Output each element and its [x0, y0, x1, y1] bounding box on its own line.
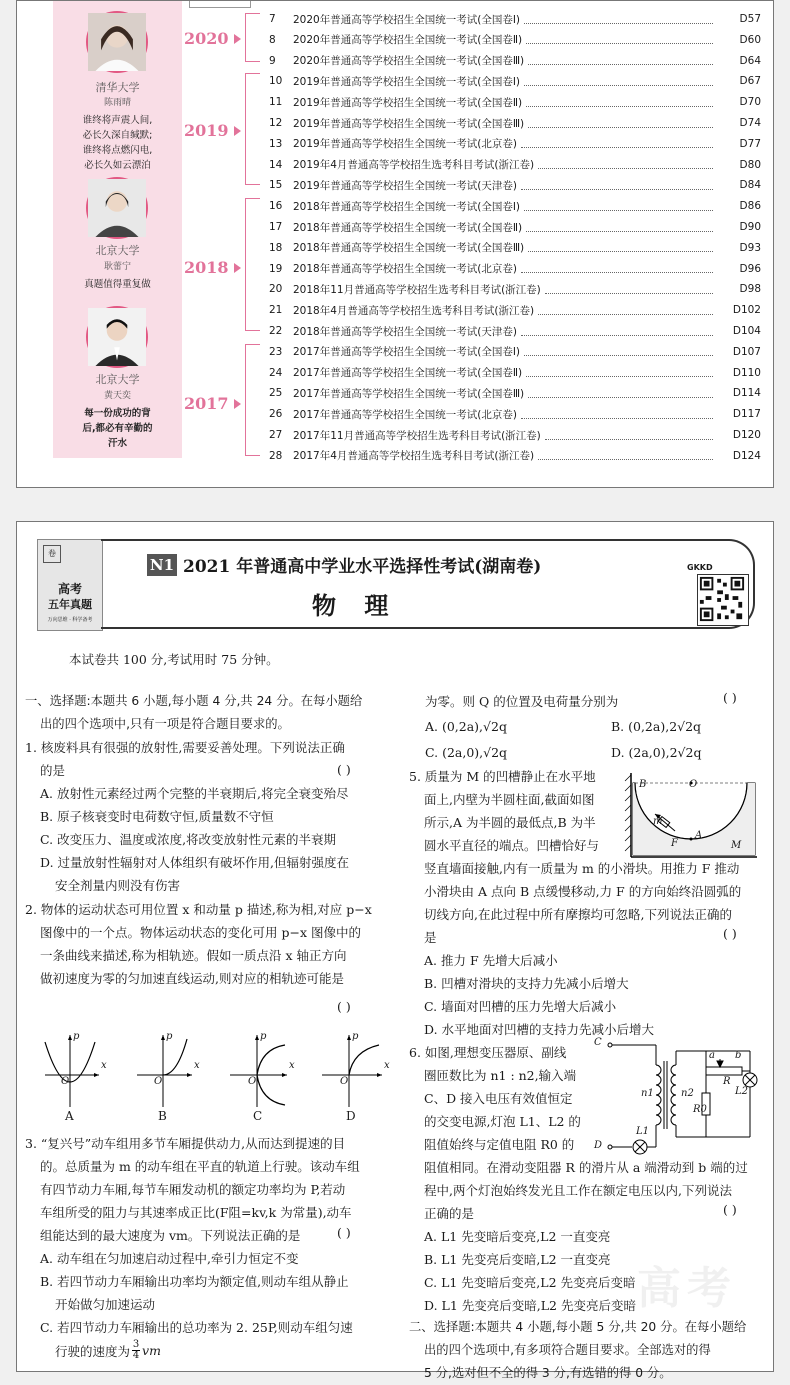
- axis-origin: O: [154, 1076, 163, 1087]
- toc-page: D80: [739, 158, 761, 171]
- option-c[interactable]: C. 墙面对凹槽的压力先增大后减小: [424, 999, 617, 1014]
- answer-blank[interactable]: ( ): [723, 1202, 737, 1217]
- toc-row[interactable]: [269, 9, 761, 29]
- question-4-stem: 为零。则 Q 的位置及电荷量分别为: [425, 694, 619, 709]
- question-stem: 圈匝数比为 n1 : n2,输入端: [424, 1068, 577, 1083]
- paper-code: N1: [147, 554, 177, 576]
- label-r0: R0: [693, 1104, 707, 1115]
- toc-leader: [524, 77, 713, 86]
- toc-title: 2017年普通高等学校招生全国统一考试(全国卷Ⅲ): [293, 387, 525, 400]
- question-stem: 阻值相同。在滑动变阻器 R 的滑片从 a 端滑动到 b 端的过: [424, 1160, 748, 1175]
- graph-a: [45, 1035, 99, 1107]
- section-1-heading: [25, 690, 362, 736]
- option-b-cont: 开始做匀加速运动: [55, 1297, 156, 1312]
- year-bracket: [245, 73, 260, 185]
- question-stem: 做初速度为零的匀加速直线运动,则对应的相轨迹可能是: [40, 971, 344, 986]
- testimonial-sidebar: [53, 1, 182, 458]
- toc-title: 2019年普通高等学校招生全国统一考试(全国卷Ⅰ): [293, 75, 521, 88]
- toc-title: 2019年普通高等学校招生全国统一考试(全国卷Ⅲ): [293, 117, 525, 130]
- toc-leader: [521, 327, 713, 336]
- toc-page: D77: [739, 137, 761, 150]
- option-a[interactable]: A. (0,2a),√2q: [425, 719, 507, 734]
- quote-line: 汗水: [107, 438, 127, 449]
- toc-number: 10: [269, 75, 283, 88]
- catalogue-page: [16, 0, 774, 488]
- toc-page: D64: [739, 54, 761, 67]
- toc-leader: [528, 56, 713, 65]
- label-a: A: [695, 830, 703, 841]
- option-a[interactable]: A. 推力 F 先增大后减小: [424, 953, 558, 968]
- toc-row[interactable]: [269, 30, 761, 50]
- person-name: 黄天奕: [103, 391, 131, 401]
- toc-leader: [528, 243, 713, 252]
- question-stem: 切线方向,在此过程中所有摩擦均可忽略,下列说法正确的: [424, 907, 732, 922]
- option-c[interactable]: C. L1 先变暗后变亮,L2 先变亮后变暗: [424, 1275, 636, 1290]
- toc-title: 2018年4月普通高等学校招生选考科目考试(浙江卷): [293, 304, 535, 317]
- toc-row[interactable]: [269, 404, 761, 424]
- toc-page: D120: [732, 429, 761, 441]
- toc-leader: [528, 119, 713, 128]
- person-name: 耿蕾宁: [103, 262, 131, 272]
- question-stem: 阻值始终与定值电阻 R0 的: [424, 1137, 575, 1152]
- toc-page: D86: [739, 200, 761, 213]
- option-a[interactable]: A: [65, 1109, 74, 1123]
- graph-b: [137, 1035, 192, 1107]
- option-d[interactable]: D. 过量放射性辐射对人体组织有破坏作用,但辐射强度在: [40, 855, 349, 870]
- axis-origin: O: [248, 1076, 257, 1087]
- arrow-icon: [234, 399, 241, 409]
- answer-blank[interactable]: ( ): [337, 1225, 351, 1240]
- toc-number: 15: [269, 179, 283, 192]
- option-c-cont: [55, 1340, 161, 1361]
- toc-row[interactable]: [269, 363, 761, 383]
- option-b[interactable]: B. 若四节动力车厢输出功率均为额定值,则动车组从静止: [40, 1274, 349, 1289]
- toc-leader: [538, 160, 713, 169]
- label-n1: n1: [641, 1088, 654, 1099]
- toc-title: 2017年普通高等学校招生全国统一考试(全国卷Ⅰ): [293, 346, 521, 359]
- toc-leader: [521, 181, 713, 190]
- label-b: B: [639, 779, 647, 790]
- toc-page: D74: [739, 117, 761, 129]
- velocity-symbol: vm: [142, 1343, 161, 1358]
- question-stem: 正确的是: [424, 1206, 475, 1221]
- toc-page: D60: [739, 33, 761, 46]
- question-2: [25, 898, 393, 990]
- toc-leader: [545, 431, 713, 440]
- quote-line: 谁终将点燃闪电,: [82, 145, 153, 156]
- toc-page: D84: [739, 179, 761, 192]
- option-d[interactable]: D. 水平地面对凹槽的支持力先减小后增大: [424, 1022, 655, 1037]
- graph-c: [230, 1035, 287, 1107]
- year-marker: 2019: [184, 121, 229, 140]
- question-stem: 车组所受的阻力与其速率成正比(F阻=kv,k 为常量),动车: [40, 1205, 352, 1220]
- logo-brand: 万向思维 · 科学备考: [47, 617, 93, 623]
- quote: [61, 277, 174, 292]
- logo-text: 高考: [57, 582, 82, 596]
- answer-blank[interactable]: ( ): [723, 690, 737, 705]
- toc-page: D70: [739, 96, 761, 109]
- arrow-icon: [234, 126, 241, 136]
- toc-page: D98: [739, 283, 761, 296]
- question-stem: 的。总质量为 m 的动车组在平直的轨道上行驶。该动车组: [40, 1159, 360, 1174]
- fraction-numerator: 3: [132, 1339, 140, 1350]
- question-stem: 程中,两个灯泡始终发光且工作在额定电压以内,下列说法: [424, 1183, 732, 1198]
- question-stem: 3. “复兴号”动车组用多节车厢提供动力,从而达到提速的目: [25, 1136, 346, 1151]
- axis-label-x: x: [194, 1060, 200, 1071]
- toc-number: 7: [269, 13, 276, 25]
- toc-number: 16: [269, 200, 283, 213]
- watermark: 高考: [637, 1263, 737, 1314]
- toc-leader: [526, 223, 713, 232]
- toc-page: D57: [739, 13, 761, 25]
- toc-title: 2018年普通高等学校招生全国统一考试(全国卷Ⅱ): [293, 221, 523, 234]
- label-r: R: [723, 1076, 731, 1087]
- axis-origin: O: [340, 1076, 349, 1087]
- option-d[interactable]: D. (2a,0),2√2q: [611, 745, 702, 760]
- toc-title: 2018年普通高等学校招生全国统一考试(全国卷Ⅰ): [293, 200, 521, 213]
- option-b[interactable]: B. (0,2a),2√2q: [611, 719, 702, 734]
- toc-row[interactable]: [269, 446, 761, 466]
- school-name: 北京大学: [95, 244, 140, 257]
- toc-title: 2018年普通高等学校招生全国统一考试(全国卷Ⅲ): [293, 242, 525, 255]
- toc-leader: [526, 98, 713, 107]
- toc-page: D114: [732, 387, 761, 400]
- toc-row[interactable]: [269, 134, 761, 154]
- section-2-heading: [409, 1316, 761, 1385]
- toc-leader: [545, 285, 713, 294]
- toc-number: 13: [269, 137, 283, 150]
- option-c-text: 行驶的速度为: [55, 1343, 131, 1359]
- toc-row[interactable]: [269, 342, 761, 362]
- phase-graphs: [37, 1027, 397, 1117]
- toc-title: 2020年普通高等学校招生全国统一考试(全国卷Ⅱ): [293, 34, 523, 47]
- option-b[interactable]: B. 原子核衰变时电荷数守恒,质量数不守恒: [40, 809, 274, 824]
- section-line: 二、选择题:本题共 4 小题,每小题 5 分,共 20 分。在每小题给: [409, 1320, 747, 1334]
- option-a[interactable]: A. 动车组在匀加速启动过程中,牵引力恒定不变: [40, 1251, 299, 1266]
- label-n2: n2: [681, 1088, 694, 1099]
- toc-row[interactable]: [269, 425, 761, 445]
- toc-number: 12: [269, 117, 283, 129]
- toc-row[interactable]: [269, 51, 761, 71]
- toc-leader: [538, 306, 713, 315]
- series-logo: [37, 539, 103, 631]
- quote-line: 必长久深自缄默;: [82, 130, 153, 141]
- option-a[interactable]: A. L1 先变暗后变亮,L2 一直变亮: [424, 1229, 611, 1244]
- option-d-cont: 安全剂量内则没有伤害: [55, 878, 181, 893]
- question-stem: 图像中的一个点。物体运动状态的变化可用 p−x 图像中的: [40, 925, 361, 940]
- question-stem: 的是: [40, 763, 66, 778]
- toc-row[interactable]: [269, 279, 761, 299]
- person-name: 陈雨晴: [103, 98, 131, 108]
- toc-title: 2019年普通高等学校招生全国统一考试(全国卷Ⅱ): [293, 96, 523, 109]
- year-marker: 2017: [184, 394, 229, 413]
- year-marker: 2020: [184, 29, 229, 48]
- arrow-icon: [234, 263, 241, 273]
- quote-line: 真题值得重复做: [84, 279, 151, 290]
- toc-title: 2020年普通高等学校招生全国统一考试(全国卷Ⅲ): [293, 55, 525, 68]
- quote-line: 后,都必有辛勤的: [82, 423, 153, 434]
- arrow-icon: [234, 34, 241, 44]
- label-o: O: [689, 779, 698, 790]
- year-bracket: [245, 198, 260, 331]
- label-a: a: [709, 1050, 715, 1061]
- toc-page: D90: [739, 221, 761, 233]
- question-stem: 2. 物体的运动状态可用位置 x 和动量 p 描述,称为相,对应 p−x: [25, 902, 372, 917]
- school-name: 北京大学: [95, 373, 140, 386]
- answer-blank[interactable]: ( ): [723, 926, 737, 941]
- toc-title: 2020年普通高等学校招生全国统一考试(全国卷Ⅰ): [293, 13, 521, 26]
- option-b[interactable]: B. L1 先变亮后变暗,L2 一直变亮: [424, 1252, 611, 1267]
- question-stem: 一条曲线来描述,称为相轨迹。假如一质点沿 x 轴正方向: [40, 948, 347, 963]
- section-line: 出的四个选项中,只有一项是符合题目要求的。: [40, 717, 290, 731]
- avatar: [86, 177, 148, 239]
- toc-number: 23: [269, 345, 283, 358]
- toc-page: D93: [739, 241, 761, 254]
- toc-leader: [524, 15, 713, 24]
- option-d[interactable]: D. L1 先变亮后变暗,L2 先变亮后变暗: [424, 1298, 636, 1313]
- quote-line: 谁终将声震人间,: [82, 115, 153, 126]
- question-stem: 所示,A 为半圆的最低点,B 为半: [424, 815, 596, 830]
- option-a[interactable]: A. 放射性元素经过两个完整的半衰期后,将完全衰变殆尽: [40, 786, 349, 801]
- toc-row[interactable]: [269, 259, 761, 279]
- label-f: F: [671, 838, 678, 849]
- toc-title: 2017年11月普通高等学校招生选考科目考试(浙江卷): [293, 429, 541, 442]
- toc-number: 8: [269, 33, 276, 46]
- toc-number: 24: [269, 366, 283, 379]
- toc-row[interactable]: [269, 300, 761, 320]
- toc-row[interactable]: [269, 196, 761, 216]
- toc-title: 2017年4月普通高等学校招生选考科目考试(浙江卷): [293, 450, 535, 463]
- toc-number: 27: [269, 429, 283, 441]
- toc-leader: [526, 368, 713, 377]
- question-stem: 的交变电源,灯泡 L1、L2 的: [424, 1114, 581, 1129]
- toc-leader: [521, 139, 713, 148]
- option-c[interactable]: C: [253, 1109, 263, 1123]
- label-l1: L1: [636, 1126, 650, 1137]
- question-stem: 圆水平直径的端点。凹槽恰好与: [424, 838, 600, 853]
- toc-title: 2018年普通高等学校招生全国统一考试(天津卷): [293, 325, 517, 338]
- toc-page: D102: [732, 304, 761, 317]
- qr-code-icon: [697, 574, 749, 626]
- section-line: 一、选择题:本题共 6 小题,每小题 4 分,共 24 分。在每小题给: [25, 694, 363, 708]
- quote: [61, 113, 174, 173]
- toc-number: 14: [269, 158, 283, 171]
- toc-title: 2019年普通高等学校招生全国统一考试(天津卷): [293, 179, 517, 192]
- toc-row[interactable]: [269, 155, 761, 175]
- logo-icon: 卷: [43, 545, 61, 563]
- question-1: [25, 736, 393, 897]
- quote-line: 必长久如云漂泊: [84, 160, 151, 171]
- year-marker: 2018: [184, 258, 229, 277]
- option-d[interactable]: D: [346, 1109, 356, 1123]
- exam-page: [16, 521, 774, 1380]
- quote-line: 每一份成功的背: [84, 408, 151, 419]
- toc-title: 2019年普通高等学校招生全国统一考试(北京卷): [293, 138, 517, 151]
- axis-label-p: p: [166, 1031, 173, 1042]
- subject-title: 物 理: [312, 592, 399, 620]
- label-d: D: [594, 1140, 603, 1151]
- toc-title: 2017年普通高等学校招生全国统一考试(北京卷): [293, 408, 517, 421]
- toc-row[interactable]: [269, 217, 761, 237]
- toc-number: 25: [269, 387, 283, 400]
- option-c[interactable]: C. 改变压力、温度或浓度,将改变放射性元素的半衰期: [40, 832, 337, 847]
- question-stem: C、D 接入电压有效值恒定: [424, 1091, 573, 1106]
- option-c[interactable]: C. (2a,0),√2q: [425, 745, 508, 760]
- question-stem: 5. 质量为 M 的凹槽静止在水平地: [409, 769, 596, 784]
- toc-row[interactable]: [269, 321, 761, 341]
- axis-origin: O: [61, 1076, 70, 1087]
- toc-title: 2017年普通高等学校招生全国统一考试(全国卷Ⅱ): [293, 367, 523, 380]
- question-stem: 是: [424, 930, 437, 945]
- avatar: [86, 306, 148, 368]
- question-stem: 小滑块由 A 点向 B 点缓慢移动,力 F 的方向始终沿圆弧的: [424, 884, 742, 899]
- toc-number: 26: [269, 408, 283, 421]
- label-b: b: [735, 1050, 742, 1061]
- toc-page: D110: [732, 366, 761, 379]
- option-c[interactable]: C. 若四节动力车厢输出的总功率为 2. 25P,则动车组匀速: [40, 1320, 353, 1335]
- toc-leader: [528, 389, 713, 398]
- toc-leader: [521, 264, 713, 273]
- fraction-denominator: 4: [132, 1350, 140, 1361]
- toc-title: 2018年11月普通高等学校招生选考科目考试(浙江卷): [293, 283, 541, 296]
- section-line: 出的四个选项中,有多项符合题目要求。全部选对的得: [424, 1343, 711, 1357]
- logo-text: 五年真题: [48, 598, 92, 611]
- graph-d: [322, 1035, 382, 1107]
- axis-label-x: x: [384, 1060, 390, 1071]
- page-tab: [189, 1, 251, 8]
- toc-page: D96: [739, 262, 761, 275]
- exam-title: 2021 年普通高中学业水平选择性考试(湖南卷): [183, 557, 542, 577]
- axis-label-p: p: [260, 1031, 267, 1042]
- toc-row[interactable]: [269, 71, 761, 91]
- question-stem: 有四节动力车厢,每节车厢发动机的额定功率均为 P,若动: [40, 1182, 346, 1197]
- quote: [61, 406, 174, 451]
- exam-intro: 本试卷共 100 分,考试用时 75 分钟。: [69, 652, 279, 667]
- label-big-m: M: [731, 840, 742, 851]
- toc-number: 19: [269, 262, 283, 275]
- axis-label-x: x: [101, 1060, 107, 1071]
- year-bracket: [245, 13, 260, 62]
- toc-leader: [521, 410, 713, 419]
- toc-row[interactable]: [269, 113, 761, 133]
- toc-number: 11: [269, 96, 283, 109]
- label-l2: L2: [735, 1086, 749, 1097]
- toc-row[interactable]: [269, 383, 761, 403]
- answer-blank[interactable]: ( ): [337, 999, 351, 1014]
- toc-leader: [526, 35, 713, 44]
- toc-number: 21: [269, 304, 283, 317]
- toc-number: 17: [269, 221, 283, 233]
- axis-label-p: p: [352, 1031, 359, 1042]
- question-stem: 组能达到的最大速度为 vm。下列说法正确的是: [40, 1228, 301, 1243]
- toc-number: 22: [269, 325, 283, 337]
- label-m: m: [653, 816, 663, 827]
- toc-leader: [524, 202, 713, 211]
- question-stem: 6. 如图,理想变压器原、副线: [409, 1045, 567, 1060]
- year-bracket: [245, 344, 260, 456]
- option-b[interactable]: B: [158, 1109, 167, 1123]
- toc-number: 18: [269, 241, 283, 254]
- toc-row[interactable]: [269, 92, 761, 112]
- question-stem: 竖直墙面接触,内有一质量为 m 的小滑块。用推力 F 推动: [424, 861, 740, 876]
- axis-label-p: p: [73, 1031, 80, 1042]
- answer-blank[interactable]: ( ): [337, 762, 351, 777]
- toc-leader: [524, 347, 713, 356]
- fraction: [132, 1340, 140, 1361]
- toc-number: 20: [269, 283, 283, 296]
- question-stem: 1. 核废料具有很强的放射性,需要妥善处理。下列说法正确: [25, 740, 345, 755]
- section-line: 5 分,选对但不全的得 3 分,有选错的得 0 分。: [424, 1366, 672, 1380]
- toc-page: D67: [739, 75, 761, 88]
- avatar: [86, 11, 148, 73]
- toc-page: D124: [732, 449, 761, 462]
- school-name: 清华大学: [95, 81, 140, 94]
- toc-page: D104: [732, 325, 761, 337]
- toc-row[interactable]: [269, 175, 761, 195]
- question-stem: 面上,内壁为半圆柱面,截面如图: [424, 792, 595, 807]
- axis-label-x: x: [289, 1060, 295, 1071]
- toc-number: 28: [269, 449, 283, 462]
- option-b[interactable]: B. 凹槽对滑块的支持力先减小后增大: [424, 976, 629, 991]
- label-c: C: [594, 1037, 602, 1048]
- toc-title: 2018年普通高等学校招生全国统一考试(北京卷): [293, 263, 517, 276]
- qr-label: GKKD: [687, 563, 713, 572]
- toc-title: 2019年4月普通高等学校招生选考科目考试(浙江卷): [293, 159, 535, 172]
- toc-leader: [538, 451, 713, 460]
- toc-page: D107: [732, 345, 761, 358]
- toc-number: 9: [269, 54, 276, 67]
- toc-row[interactable]: [269, 238, 761, 258]
- toc-page: D117: [732, 408, 761, 421]
